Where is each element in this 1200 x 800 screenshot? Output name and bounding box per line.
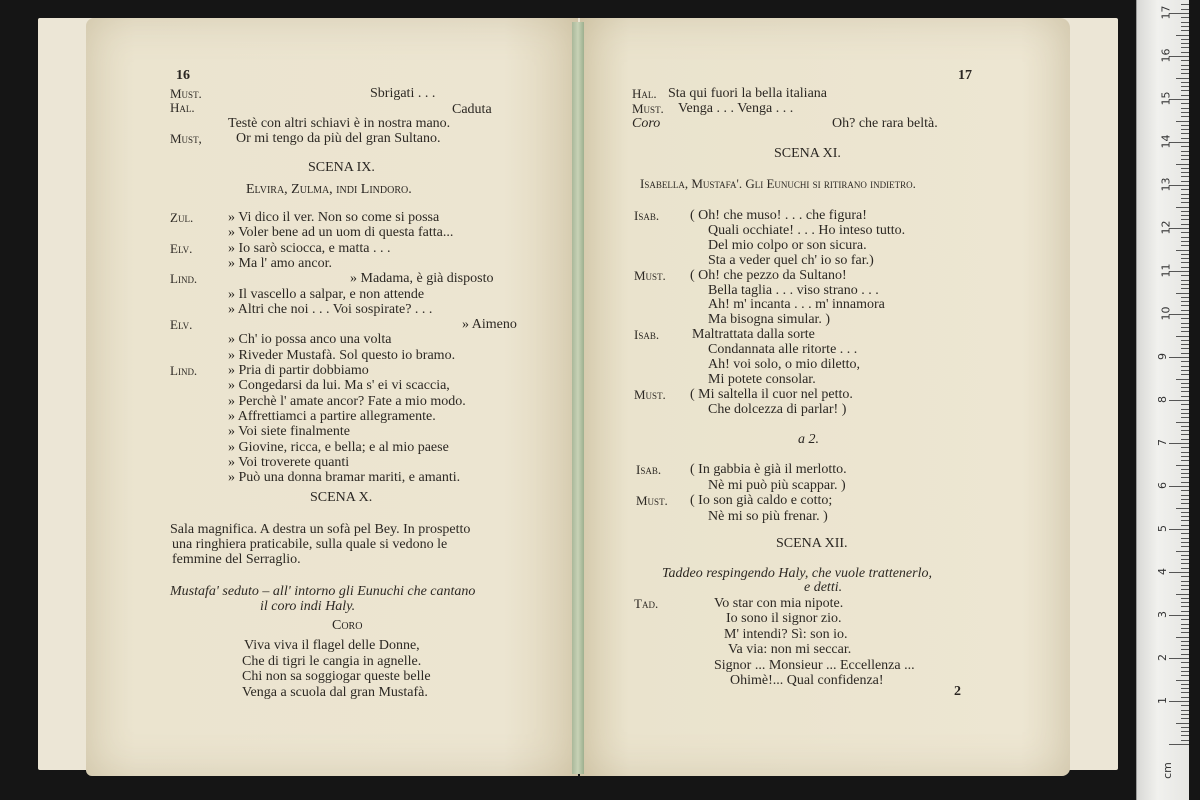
ruler-tick	[1181, 340, 1189, 341]
ruler-tick	[1181, 237, 1189, 238]
ruler-label: 14	[1159, 134, 1173, 149]
verse-line: Venga . . . Venga . . .	[678, 101, 794, 116]
ruler-tick	[1176, 336, 1189, 337]
verse-line: » Il vascello a salpar, e non attende	[228, 286, 425, 302]
ruler-tick	[1181, 361, 1189, 362]
ruler-tick	[1176, 551, 1189, 552]
ruler-tick	[1181, 241, 1189, 242]
ruler-tick	[1181, 533, 1189, 534]
ruler-tick	[1181, 254, 1189, 255]
ruler-tick	[1181, 447, 1189, 448]
verse-line: ( In gabbia è già il merlotto.	[690, 462, 847, 477]
ruler-tick	[1181, 323, 1189, 324]
verse-line: Oh? che rara beltà.	[832, 116, 938, 131]
verse-line: » Altri che noi . . . Voi sospirate? . . .	[228, 301, 433, 317]
ruler-tick	[1181, 65, 1189, 66]
ruler-tick	[1181, 245, 1189, 246]
verse-line: » Congedarsi da lui. Ma s' ei vi scaccia,	[228, 378, 450, 394]
verse-line: Testè con altri schiavi è in nostra mano.	[228, 116, 451, 131]
ruler-tick	[1181, 258, 1189, 259]
ruler-tick	[1181, 628, 1189, 629]
ruler-tick	[1181, 632, 1189, 633]
ruler-tick	[1181, 426, 1189, 427]
ruler-tick	[1181, 559, 1189, 560]
ruler-tick	[1181, 667, 1189, 668]
ruler-tick	[1181, 396, 1189, 397]
ruler-tick	[1181, 370, 1189, 371]
ruler-tick	[1181, 108, 1189, 109]
ruler-tick	[1181, 52, 1189, 53]
verse-line: Sta a veder quel ch' io so far.)	[708, 252, 874, 268]
ruler-tick	[1176, 293, 1189, 294]
ruler-tick	[1181, 73, 1189, 74]
ruler-label: 12	[1159, 220, 1173, 235]
ruler-tick	[1181, 262, 1189, 263]
ruler-tick	[1181, 439, 1189, 440]
verse-line: Ma bisogna simular. )	[708, 312, 831, 328]
speaker-name: Must.	[170, 86, 202, 101]
ruler-tick	[1181, 9, 1189, 10]
ruler-tick	[1176, 35, 1189, 36]
ruler-tick	[1181, 512, 1189, 513]
speaker-name: Elv.	[170, 317, 193, 333]
ruler-tick	[1181, 482, 1189, 483]
ruler-tick	[1181, 727, 1189, 728]
ruler-tick	[1181, 26, 1189, 27]
ruler-tick	[1181, 705, 1189, 706]
ruler-tick	[1181, 469, 1189, 470]
ruler-tick	[1181, 585, 1189, 586]
ruler-tick	[1181, 181, 1189, 182]
ruler-tick	[1181, 310, 1189, 311]
ruler-tick	[1181, 224, 1189, 225]
book-spine	[572, 22, 584, 774]
ruler-tick	[1176, 680, 1189, 681]
ruler-tick	[1181, 697, 1189, 698]
ruler-tick	[1181, 710, 1189, 711]
ruler-tick	[1181, 69, 1189, 70]
ruler-tick	[1181, 159, 1189, 160]
ruler-tick	[1169, 400, 1189, 401]
stage-direction: il coro indi Haly.	[260, 599, 356, 614]
measurement-ruler	[1136, 0, 1189, 800]
ruler-tick	[1181, 202, 1189, 203]
ruler-tick	[1181, 546, 1189, 547]
ruler-tick	[1181, 520, 1189, 521]
ruler-tick	[1181, 129, 1189, 130]
ruler-tick	[1181, 387, 1189, 388]
verse-line: Vo star con mia nipote.	[714, 596, 844, 611]
ruler-tick	[1181, 404, 1189, 405]
ruler-tick	[1181, 138, 1189, 139]
scene-title: SCENA XII.	[776, 536, 848, 551]
verse-line: ( Oh! che muso! . . . che figura!	[690, 208, 867, 223]
ruler-tick	[1181, 735, 1189, 736]
ruler-tick	[1181, 434, 1189, 435]
ruler-tick	[1181, 103, 1189, 104]
page-number: 17	[958, 68, 972, 83]
verse-line: » Voler bene ad un uom di questa fatta...	[228, 225, 454, 241]
speaker-name: Zul.	[170, 210, 194, 225]
ruler-tick	[1181, 211, 1189, 212]
verse-line: » Madama, è già disposto	[350, 271, 494, 287]
ruler-tick	[1176, 637, 1189, 638]
speaker-name: Isab.	[636, 462, 662, 477]
ruler-tick	[1181, 563, 1189, 564]
ruler-tick	[1181, 30, 1189, 31]
verse-line: Che dolcezza di parlar! )	[708, 401, 847, 417]
ruler-tick	[1181, 641, 1189, 642]
verse-line: Chi non sa soggiogar queste belle	[242, 669, 431, 684]
ruler-tick	[1181, 82, 1189, 83]
ruler-tick	[1181, 645, 1189, 646]
ruler-tick	[1169, 658, 1189, 659]
ruler-label: 6	[1156, 482, 1169, 489]
signature-mark: 2	[954, 684, 961, 699]
ruler-tick	[1181, 374, 1189, 375]
speaker-name: Lind.	[170, 363, 198, 378]
verse-line: » Perchè l' amate ancor? Fate a mio modo.	[228, 393, 466, 409]
ruler-tick	[1176, 594, 1189, 595]
ruler-tick	[1181, 219, 1189, 220]
verse-line: Sbrigati . . .	[370, 86, 436, 101]
chorus-title: Coro	[332, 618, 363, 633]
ruler-tick	[1181, 4, 1189, 5]
ruler-tick	[1181, 366, 1189, 367]
ruler-tick	[1181, 280, 1189, 281]
stage-direction: Sala magnifica. A destra un sofà pel Bey. In prospetto	[170, 522, 471, 537]
ruler-tick	[1181, 168, 1189, 169]
verse-line: » Può una donna bramar mariti, e amanti.	[228, 470, 461, 486]
ruler-tick	[1181, 516, 1189, 517]
verse-line: Condannata alle ritorte . . .	[708, 342, 858, 358]
ruler-tick	[1181, 555, 1189, 556]
ruler-label: 10	[1159, 306, 1173, 321]
ruler-tick	[1181, 538, 1189, 539]
ruler-tick	[1181, 267, 1189, 268]
ruler-tick	[1181, 675, 1189, 676]
ruler-tick	[1169, 744, 1189, 745]
ruler-tick	[1181, 194, 1189, 195]
speaker-name: Lind.	[170, 271, 198, 287]
ruler-tick	[1181, 17, 1189, 18]
ruler-label: 11	[1159, 263, 1173, 278]
ruler-label: 2	[1156, 654, 1169, 661]
ruler-label: 9	[1156, 353, 1169, 360]
ruler-tick	[1181, 22, 1189, 23]
ruler-tick	[1181, 383, 1189, 384]
verse-line: Or mi tengo da più del gran Sultano.	[236, 131, 441, 146]
scene-cast: Elvira, Zulma, indi Lindoro.	[246, 182, 412, 197]
verse-line: ( Mi saltella il cuor nel petto.	[690, 386, 853, 402]
ruler-tick	[1176, 164, 1189, 165]
ruler-tick	[1181, 662, 1189, 663]
ruler-tick	[1181, 714, 1189, 715]
ruler-tick	[1181, 297, 1189, 298]
ruler-tick	[1181, 568, 1189, 569]
ruler-tick	[1176, 508, 1189, 509]
verse-line: » Vi dico il ver. Non so come si possa	[228, 210, 440, 225]
ruler-tick	[1181, 576, 1189, 577]
ruler-tick	[1181, 598, 1189, 599]
ruler-tick	[1181, 654, 1189, 655]
ruler-tick	[1181, 301, 1189, 302]
speaker-name: Must.	[632, 101, 664, 116]
speaker-name: Coro	[632, 116, 661, 131]
ruler-tick	[1181, 731, 1189, 732]
ruler-tick	[1181, 684, 1189, 685]
ruler-tick	[1181, 473, 1189, 474]
ruler-label: 8	[1156, 396, 1169, 403]
ruler-tick	[1181, 499, 1189, 500]
verse-line: » Affrettiamci a partire allegramente.	[228, 408, 436, 424]
ruler-tick	[1181, 215, 1189, 216]
ruler-tick	[1181, 413, 1189, 414]
ruler-tick	[1181, 90, 1189, 91]
verse-line: Bella taglia . . . viso strano . . .	[708, 282, 879, 298]
ruler-tick	[1181, 671, 1189, 672]
verse-line: M' intendi? Sì: son io.	[724, 626, 848, 642]
ruler-tick	[1176, 250, 1189, 251]
ruler-label: 1	[1156, 697, 1169, 704]
verse-line: Signor ... Monsieur ... Eccellenza ...	[714, 657, 915, 673]
verse-line: Mi potete consolar.	[708, 371, 816, 387]
verse-line: ( Oh! che pezzo da Sultano!	[690, 267, 847, 283]
verse-line: » Ch' io possa anco una volta	[228, 332, 392, 348]
ruler-tick	[1176, 723, 1189, 724]
page-number: 16	[176, 68, 190, 83]
ruler-tick	[1181, 47, 1189, 48]
ruler-label: 4	[1156, 568, 1169, 575]
ruler-tick	[1181, 460, 1189, 461]
verse-line: Quali occhiate! . . . Ho inteso tutto.	[708, 222, 906, 238]
ruler-tick	[1181, 649, 1189, 650]
verse-line: Che di tigri le cangia in agnelle.	[242, 653, 422, 669]
ruler-label: 3	[1156, 611, 1169, 618]
ruler-tick	[1181, 452, 1189, 453]
ruler-tick	[1181, 477, 1189, 478]
ruler-tick	[1181, 456, 1189, 457]
ruler-tick	[1181, 176, 1189, 177]
ruler-tick	[1176, 465, 1189, 466]
ruler-tick	[1181, 116, 1189, 117]
ruler-tick	[1181, 624, 1189, 625]
verse-line: » Voi troverete quanti	[228, 454, 350, 470]
ruler-tick	[1181, 275, 1189, 276]
ruler-tick	[1181, 232, 1189, 233]
ruler-tick	[1181, 490, 1189, 491]
ruler-tick	[1176, 422, 1189, 423]
ruler-tick	[1181, 688, 1189, 689]
speaker-name: Tad.	[634, 596, 659, 611]
verse-line: » Pria di partir dobbiamo	[228, 363, 369, 378]
ruler-tick	[1181, 172, 1189, 173]
verse-line: Ohimè!... Qual confidenza!	[730, 673, 884, 688]
verse-line: » Giovine, ricca, e bella; e al mio paese	[228, 439, 449, 455]
verse-line: » Io sarò sciocca, e matta . . .	[228, 240, 391, 256]
ruler-tick	[1181, 198, 1189, 199]
stage-direction: una ringhiera praticabile, sulla quale si vedono le	[172, 537, 448, 552]
ruler-tick	[1169, 357, 1189, 358]
ruler-tick	[1181, 288, 1189, 289]
ruler-tick	[1181, 331, 1189, 332]
ruler-label: 7	[1156, 439, 1169, 446]
verse-line: Caduta	[452, 102, 492, 117]
ruler-tick	[1176, 207, 1189, 208]
ruler-tick	[1181, 353, 1189, 354]
ruler-tick	[1181, 284, 1189, 285]
ruler-tick	[1169, 701, 1189, 702]
ruler-unit: cm	[1160, 762, 1174, 779]
ruler-tick	[1181, 348, 1189, 349]
ruler-tick	[1181, 133, 1189, 134]
verse-line: Ah! voi solo, o mio diletto,	[708, 357, 861, 372]
verse-line: » Voi siete finalmente	[228, 424, 350, 440]
ruler-tick	[1181, 525, 1189, 526]
ruler-label: 5	[1156, 525, 1169, 532]
speaker-name: Isab.	[634, 208, 660, 223]
ruler-tick	[1181, 391, 1189, 392]
verse-line: Maltrattata dalla sorte	[692, 327, 815, 343]
verse-line: Io sono il signor zio.	[726, 611, 842, 627]
verse-line: ( Io son già caldo e cotto;	[690, 493, 833, 508]
scene-cast: Isabella, Mustafa'. Gli Eunuchi si ritirano indietro.	[640, 176, 916, 191]
stage-direction: femmine del Serraglio.	[172, 552, 301, 567]
verse-line: » Ma l' amo ancor.	[228, 255, 332, 271]
verse-line: Va via: non mi seccar.	[728, 642, 852, 658]
ruler-tick	[1181, 611, 1189, 612]
stage-direction: Mustafa' seduto – all' intorno gli Eunuchi che cantano	[170, 584, 476, 599]
verse-line: Sta qui fuori la bella italiana	[668, 86, 828, 101]
ruler-tick	[1181, 155, 1189, 156]
scene-title: SCENA XI.	[774, 146, 841, 161]
section-title: a 2.	[798, 432, 819, 447]
verse-line: Nè mi può più scappar. )	[708, 477, 846, 493]
ruler-label: 16	[1159, 48, 1173, 63]
ruler-label: 15	[1159, 91, 1173, 106]
ruler-label: 17	[1159, 5, 1173, 20]
ruler-tick	[1181, 86, 1189, 87]
ruler-tick	[1169, 486, 1189, 487]
speaker-name: Must,	[170, 131, 202, 146]
ruler-tick	[1181, 740, 1189, 741]
ruler-tick	[1181, 503, 1189, 504]
ruler-tick	[1181, 318, 1189, 319]
ruler-tick	[1181, 495, 1189, 496]
ruler-tick	[1181, 589, 1189, 590]
verse-line: Del mio colpo or son sicura.	[708, 237, 867, 253]
verse-line: » Aimeno	[462, 317, 517, 333]
speaker-name: Isab.	[634, 327, 660, 343]
verse-line: » Riveder Mustafà. Sol questo io bramo.	[228, 347, 456, 363]
speaker-name: Elv.	[170, 240, 193, 256]
stage-direction: Taddeo respingendo Haly, che vuole trattenerlo,	[662, 566, 932, 581]
ruler-tick	[1181, 606, 1189, 607]
speaker-name: Hal.	[632, 86, 657, 101]
verse-line: Nè mi so più frenar. )	[708, 508, 828, 524]
verse-line: Viva viva il flagel delle Donne,	[244, 638, 420, 653]
ruler-tick	[1181, 327, 1189, 328]
ruler-tick	[1181, 409, 1189, 410]
verse-line: Venga a scuola dal gran Mustafà.	[242, 684, 428, 700]
ruler-tick	[1169, 615, 1189, 616]
ruler-tick	[1181, 43, 1189, 44]
ruler-tick	[1181, 581, 1189, 582]
ruler-tick	[1169, 529, 1189, 530]
ruler-tick	[1181, 189, 1189, 190]
speaker-name: Hal.	[170, 100, 195, 115]
verse-line: Ah! m' incanta . . . m' innamora	[708, 297, 885, 313]
ruler-tick	[1169, 443, 1189, 444]
ruler-tick	[1181, 39, 1189, 40]
ruler-tick	[1181, 112, 1189, 113]
ruler-tick	[1181, 60, 1189, 61]
speaker-name: Must.	[634, 386, 666, 402]
ruler-tick	[1176, 78, 1189, 79]
ruler-tick	[1181, 718, 1189, 719]
ruler-tick	[1181, 619, 1189, 620]
ruler-tick	[1181, 146, 1189, 147]
ruler-tick	[1181, 151, 1189, 152]
scene-title: SCENA X.	[310, 490, 373, 505]
scene-title: SCENA IX.	[308, 160, 375, 175]
ruler-tick	[1181, 125, 1189, 126]
ruler-tick	[1181, 305, 1189, 306]
ruler-label: 13	[1159, 177, 1173, 192]
ruler-tick	[1181, 692, 1189, 693]
ruler-tick	[1176, 379, 1189, 380]
ruler-tick	[1169, 572, 1189, 573]
ruler-tick	[1181, 542, 1189, 543]
ruler-tick	[1181, 344, 1189, 345]
ruler-tick	[1176, 121, 1189, 122]
speaker-name: Must.	[634, 267, 666, 283]
ruler-tick	[1181, 430, 1189, 431]
ruler-tick	[1181, 417, 1189, 418]
stage-direction: e detti.	[804, 580, 843, 595]
speaker-name: Must.	[636, 493, 668, 508]
ruler-tick	[1181, 95, 1189, 96]
ruler-tick	[1181, 602, 1189, 603]
